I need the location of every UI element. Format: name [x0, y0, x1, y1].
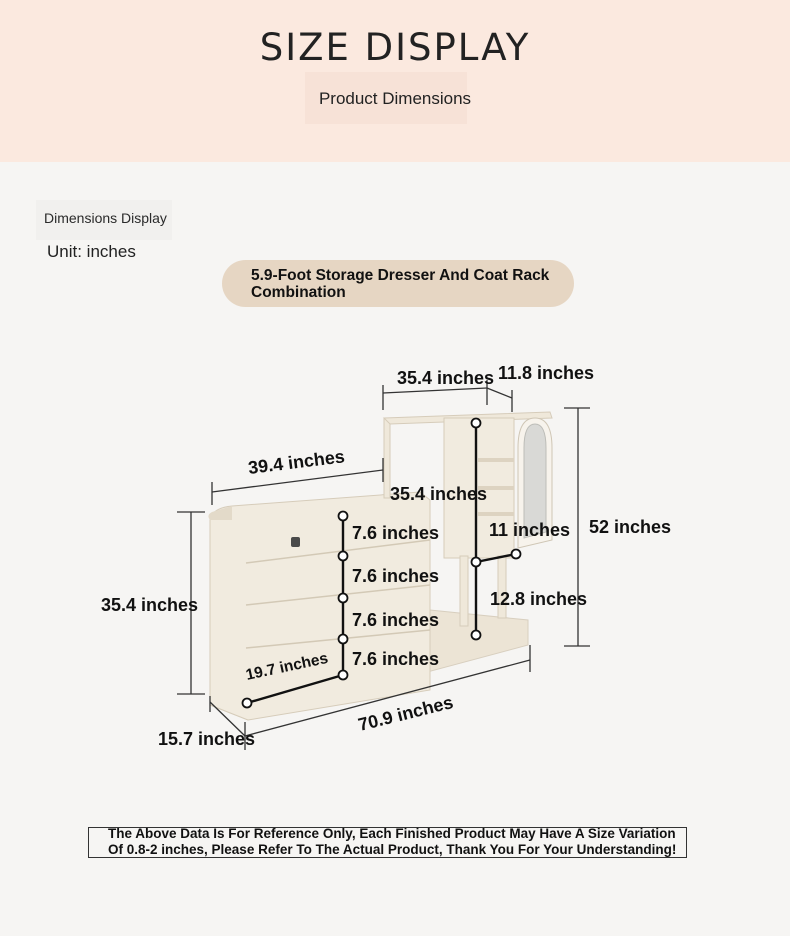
page-subtitle: Product Dimensions	[318, 89, 472, 108]
total-depth-label: 15.7 inches	[158, 729, 256, 749]
total-width-label: 70.9 inches	[356, 691, 456, 735]
section-label: Dimensions Display	[44, 210, 167, 226]
page-title: SIZE DISPLAY	[259, 26, 531, 69]
product-name: 5.9-Foot Storage Dresser And Coat Rack Combination	[251, 267, 550, 301]
unit-label: Unit: inches	[47, 242, 136, 261]
shelf-width-label: 11 inches	[489, 520, 571, 540]
drawer-1-label: 7.6 inches	[352, 523, 440, 543]
dresser-height-label: 35.4 inches	[101, 595, 199, 615]
bench-height-label: 12.8 inches	[490, 589, 588, 609]
rack-width-label: 35.4 inches	[397, 368, 495, 388]
disclaimer-text: The Above Data Is For Reference Only, Each Finished Product May Have A Size Variation Of 0.8-2 inches, Please Refer To The Actual Product, Thank You For Your Understanding!	[108, 826, 677, 857]
lock-icon	[291, 537, 300, 547]
column-height-label: 35.4 inches	[390, 484, 488, 504]
drawer-2-label: 7.6 inches	[352, 566, 440, 586]
drawer-4-label: 7.6 inches	[352, 649, 440, 669]
dresser-width-label: 39.4 inches	[247, 446, 346, 478]
drawer-3-label: 7.6 inches	[352, 610, 440, 630]
total-height-label: 52 inches	[589, 517, 672, 537]
rack-depth-label: 11.8 inches	[498, 363, 595, 383]
drawer-depth-label: 19.7 inches	[244, 649, 330, 684]
